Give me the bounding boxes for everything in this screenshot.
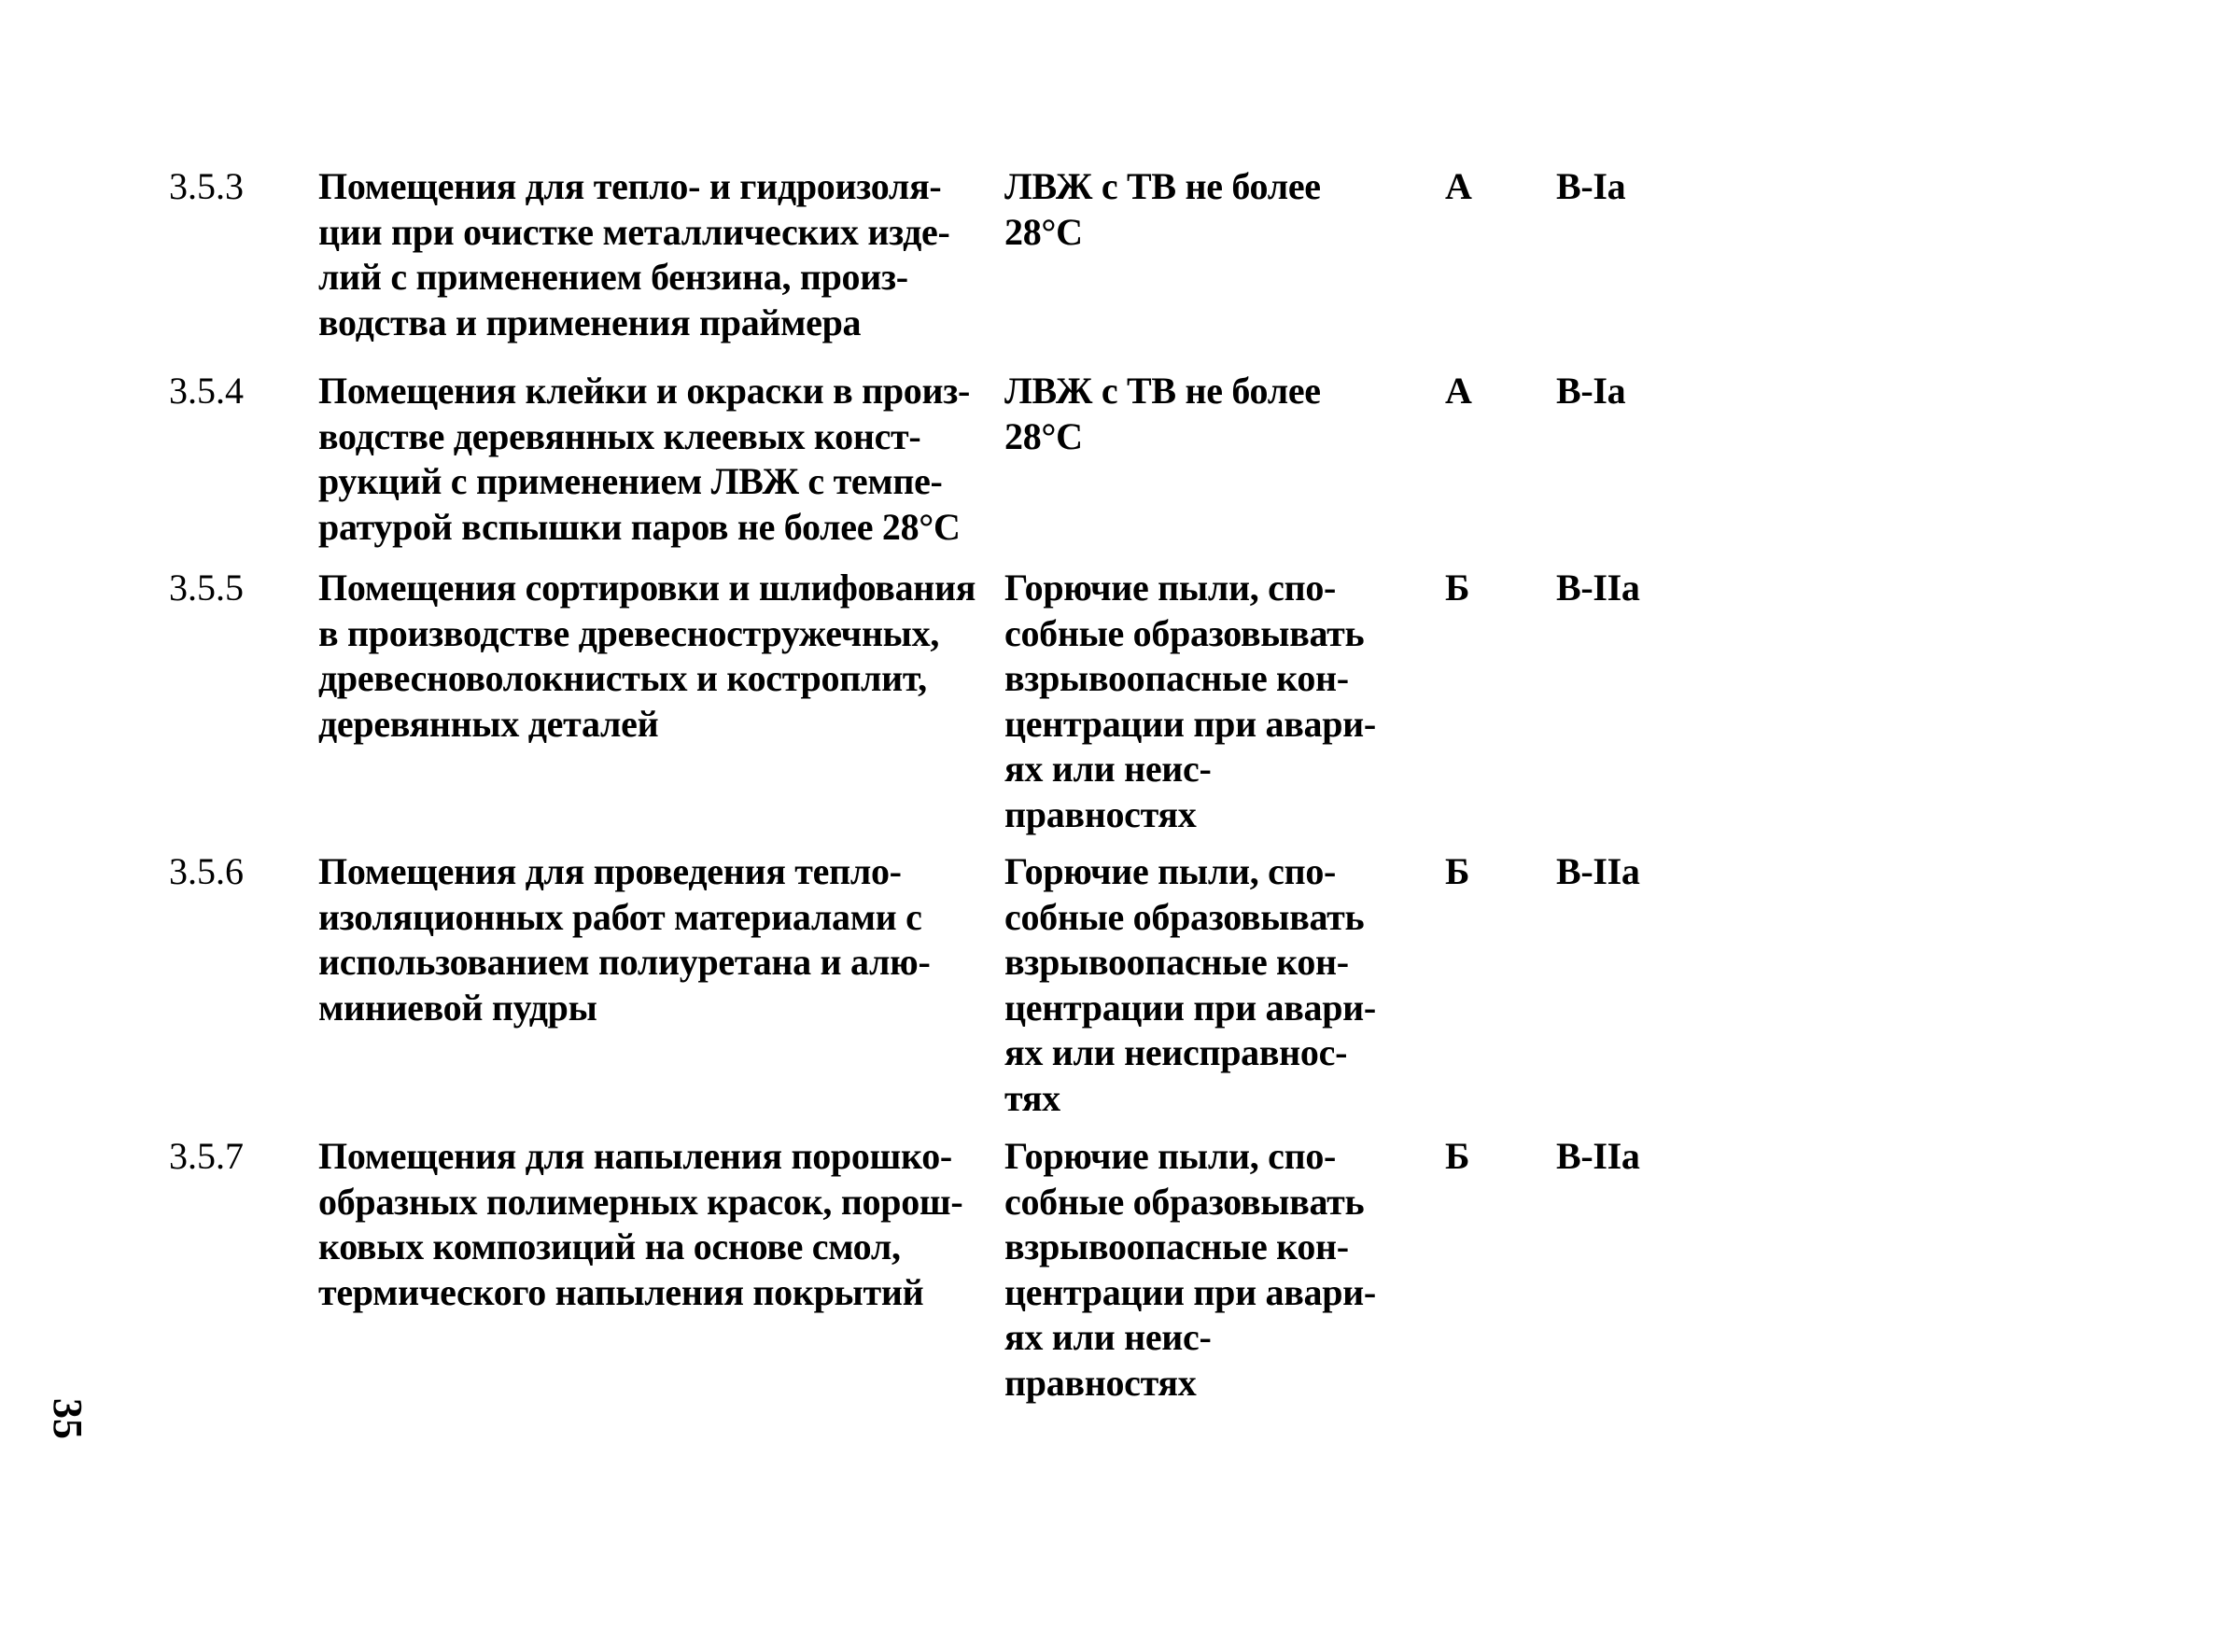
explosion-zone-class: В-IIа — [1556, 850, 1640, 892]
room-description: Помещения клейки и окраски в произ- водстве деревянных клеевых конст- рукций с применением ЛВЖ с темпе- ратурой вспышки паров не более 28°С — [318, 370, 971, 548]
hazard-category: Б — [1445, 850, 1470, 892]
explosion-zone-class: В-Iа — [1556, 165, 1626, 207]
room-description: Помещения сортировки и шлифования в производстве древесностружечных, древесноволокнистых и костроплит, деревянных деталей — [318, 567, 976, 745]
hazard-category: Б — [1445, 1135, 1470, 1177]
explosion-zone-class: В-Iа — [1556, 370, 1626, 412]
explosion-zone-class: В-IIа — [1556, 1135, 1640, 1177]
hazard-category: А — [1445, 370, 1472, 412]
page-number: 35 — [45, 1398, 91, 1439]
hazardous-substance: Горючие пыли, спо- собные образовывать взрывоопасные кон- центрации при авари- ях или неис- правностях — [1004, 567, 1376, 835]
row-number: 3.5.4 — [169, 370, 244, 412]
hazardous-substance: ЛВЖ с ТВ не более 28°С — [1004, 165, 1321, 253]
row-number: 3.5.6 — [169, 850, 244, 892]
row-number: 3.5.5 — [169, 567, 244, 609]
room-description: Помещения для напыления порошко- образных полимерных красок, порош- ковых композиций на основе смол, термического напыления покрытий — [318, 1135, 963, 1313]
hazardous-substance: ЛВЖ с ТВ не более 28°С — [1004, 370, 1321, 457]
row-number: 3.5.7 — [169, 1135, 244, 1177]
hazard-category: Б — [1445, 567, 1470, 609]
room-description: Помещения для тепло- и гидроизоля- ции при очистке металлических изде- лий с применением бензина, произ- водства и применения праймера — [318, 165, 950, 343]
explosion-zone-class: В-IIа — [1556, 567, 1640, 609]
hazardous-substance: Горючие пыли, спо- собные образовывать взрывоопасные кон- центрации при авари- ях или неисправнос- тях — [1004, 850, 1376, 1119]
hazardous-substance: Горючие пыли, спо- собные образовывать взрывоопасные кон- центрации при авари- ях или неис- правностях — [1004, 1135, 1376, 1404]
hazard-category: А — [1445, 165, 1472, 207]
room-description: Помещения для проведения тепло- изоляционных работ материалами с использованием полиуретана и алю- миниевой пудры — [318, 850, 931, 1029]
row-number: 3.5.3 — [169, 165, 244, 207]
